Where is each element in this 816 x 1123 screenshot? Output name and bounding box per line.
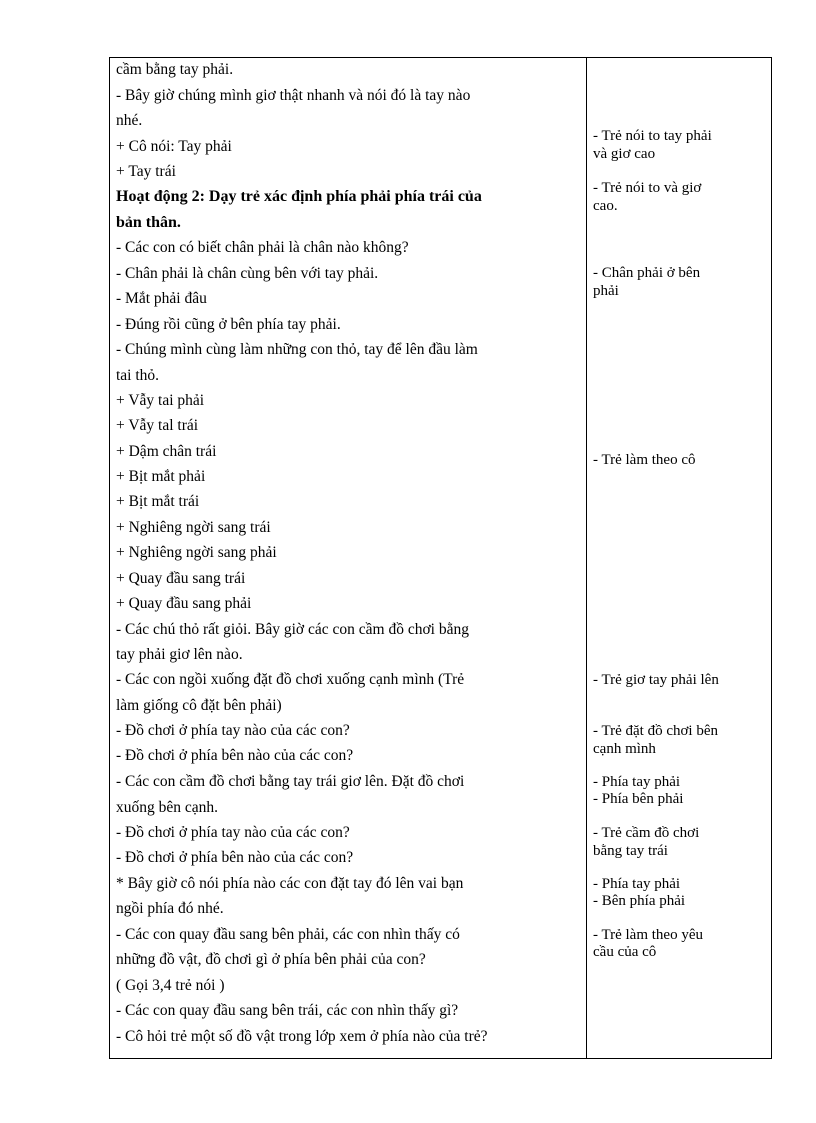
section-heading: Hoạt động 2: Dạy trẻ xác định phía phải phía trái của bbox=[116, 188, 482, 205]
activity-line: làm giống cô đặt bên phải) bbox=[116, 697, 282, 714]
response-note: cầu của cô bbox=[593, 944, 657, 960]
activity-line: - Mắt phải đâu bbox=[116, 290, 207, 307]
activity-line: + Nghiêng ngời sang phải bbox=[116, 544, 277, 561]
activity-line: ( Gọi 3,4 trẻ nói ) bbox=[116, 977, 225, 994]
activity-line: + Quay đầu sang phải bbox=[116, 595, 252, 612]
response-note: - Trẻ đặt đồ chơi bên bbox=[593, 723, 719, 739]
response-note: phải bbox=[593, 283, 619, 299]
response-note: bằng tay trái bbox=[593, 843, 668, 859]
activity-line: + Vẫy tai phải bbox=[116, 392, 205, 409]
response-note: - Chân phải ở bên bbox=[593, 265, 701, 281]
response-note: - Bên phía phải bbox=[593, 893, 686, 909]
activity-line: - Các con quay đầu sang bên phải, các con nhìn thấy có bbox=[116, 926, 460, 943]
activity-line: - Các con ngồi xuống đặt đồ chơi xuống cạnh mình (Trẻ bbox=[116, 671, 465, 688]
response-note: - Trẻ giơ tay phải lên bbox=[593, 672, 719, 688]
response-note: - Phía tay phải bbox=[593, 774, 681, 790]
response-note: - Trẻ nói to và giơ bbox=[593, 180, 702, 196]
activity-line: + Dậm chân trái bbox=[116, 443, 217, 460]
activity-line: tai thỏ. bbox=[116, 367, 160, 384]
activity-line: - Đồ chơi ở phía bên nào của các con? bbox=[116, 849, 354, 866]
activity-line: những đồ vật, đồ chơi gì ở phía bên phải của con? bbox=[116, 951, 426, 968]
activity-line: - Các con quay đầu sang bên trái, các con nhìn thấy gì? bbox=[116, 1002, 459, 1019]
activity-line: + Cô nói: Tay phải bbox=[116, 138, 232, 155]
activity-line: + Tay trái bbox=[116, 163, 176, 180]
activity-line: tay phải giơ lên nào. bbox=[116, 646, 243, 663]
activity-line: - Đúng rồi cũng ở bên phía tay phải. bbox=[116, 316, 341, 333]
activity-line: + Quay đầu sang trái bbox=[116, 570, 246, 587]
lesson-table bbox=[109, 57, 772, 1059]
response-note: - Trẻ nói to tay phải bbox=[593, 128, 712, 144]
activity-line: - Đồ chơi ở phía tay nào của các con? bbox=[116, 722, 350, 739]
activity-line: + Bịt mắt trái bbox=[116, 493, 200, 510]
activity-line: + Nghiêng ngời sang trái bbox=[116, 519, 271, 536]
activity-line: + Vẫy tal trái bbox=[116, 417, 199, 434]
response-note: - Phía bên phải bbox=[593, 791, 684, 807]
response-note: và giơ cao bbox=[593, 146, 656, 162]
activity-line: - Bây giờ chúng mình giơ thật nhanh và nói đó là tay nào bbox=[116, 87, 471, 104]
activity-line: ngồi phía đó nhé. bbox=[116, 900, 224, 917]
column-divider bbox=[586, 58, 587, 1058]
activity-line: - Các con có biết chân phải là chân nào không? bbox=[116, 239, 409, 256]
activity-line: + Bịt mắt phải bbox=[116, 468, 206, 485]
activity-line: xuống bên cạnh. bbox=[116, 799, 219, 816]
response-note: cao. bbox=[593, 198, 618, 214]
activity-line: - Đồ chơi ở phía tay nào của các con? bbox=[116, 824, 350, 841]
activity-line: * Bây giờ cô nói phía nào các con đặt tay đó lên vai bạn bbox=[116, 875, 464, 892]
activity-line: - Chúng mình cùng làm những con thỏ, tay để lên đầu làm bbox=[116, 341, 478, 358]
response-note: - Phía tay phải bbox=[593, 876, 681, 892]
activity-line: - Cô hỏi trẻ một số đồ vật trong lớp xem ở phía nào của trẻ? bbox=[116, 1028, 488, 1045]
section-heading: bản thân. bbox=[116, 214, 181, 231]
response-note: - Trẻ làm theo yêu bbox=[593, 927, 703, 943]
activity-line: - Các chú thỏ rất giỏi. Bây giờ các con cầm đồ chơi bằng bbox=[116, 621, 469, 638]
activity-line: - Đồ chơi ở phía bên nào của các con? bbox=[116, 747, 354, 764]
response-note: - Trẻ cầm đồ chơi bbox=[593, 825, 700, 841]
response-note: cạnh mình bbox=[593, 741, 656, 757]
response-note: - Trẻ làm theo cô bbox=[593, 452, 696, 468]
activity-line: nhé. bbox=[116, 112, 143, 129]
activity-line: - Chân phải là chân cùng bên với tay phải. bbox=[116, 265, 379, 282]
activity-line: - Các con cầm đồ chơi bằng tay trái giơ lên. Đặt đồ chơi bbox=[116, 773, 465, 790]
activity-line: cầm bằng tay phải. bbox=[116, 61, 234, 78]
